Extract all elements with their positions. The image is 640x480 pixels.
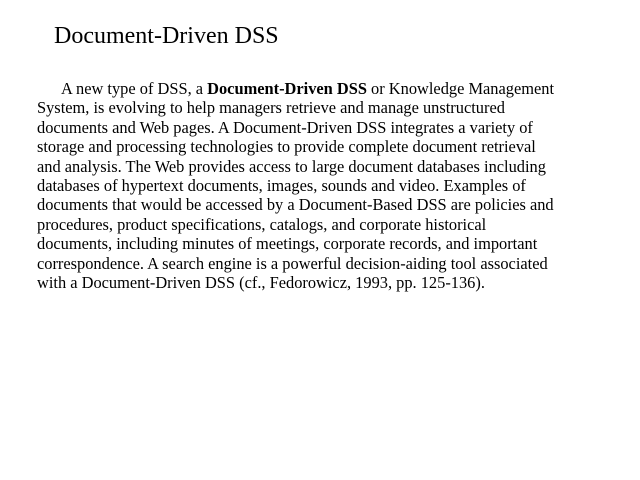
body-paragraph [37,79,617,292]
paragraph-line-11: with a Document-Driven DSS (cf., Fedorowicz, 1993, pp. 125-136). [37,273,485,293]
paragraph-line-1 [37,79,617,98]
paragraph-line-4: storage and processing technologies to provide complete document retrieval [37,137,536,157]
paragraph-line-6: databases of hypertext documents, images, sounds and video. Examples of [37,176,526,196]
paragraph-line-7: documents that would be accessed by a Document-Based DSS are policies and [37,195,554,215]
paragraph-line-5: and analysis. The Web provides access to large document databases including [37,156,546,176]
paragraph-text-continue: or Knowledge Management [366,79,555,98]
bold-term: Document-Driven DSS [207,79,367,98]
paragraph-line-3: documents and Web pages. A Document-Driven DSS integrates a variety of [37,117,533,137]
paragraph-line-10: correspondence. A search engine is a powerful decision-aiding tool associated [37,253,548,273]
slide-title: Document-Driven DSS [54,23,279,49]
paragraph-line-9: documents, including minutes of meetings, corporate records, and important [37,234,538,254]
paragraph-line-8: procedures, product specifications, catalogs, and corporate historical [37,214,487,234]
paragraph-line-2: System, is evolving to help managers retrieve and manage unstructured [37,98,505,118]
paragraph-text-start: A new type of DSS, a [61,79,208,98]
